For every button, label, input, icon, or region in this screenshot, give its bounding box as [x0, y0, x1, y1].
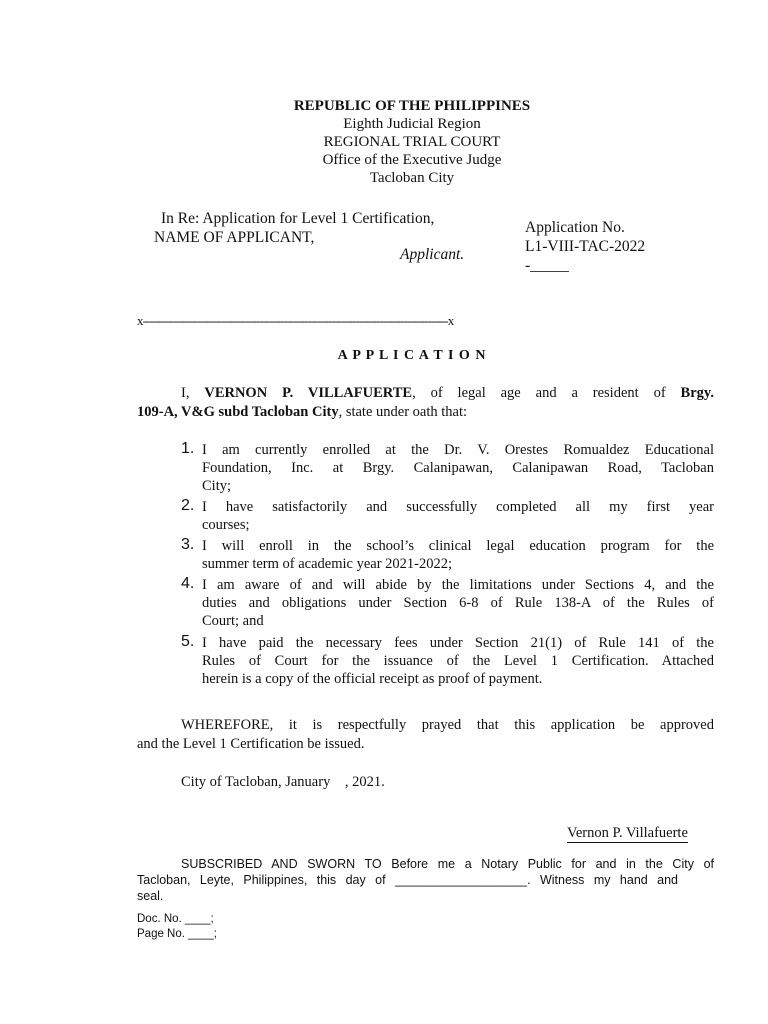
caption-separator: x-----------------------------------------------------------------------------------------x	[137, 313, 454, 328]
intro-text: , state under oath that:	[338, 404, 468, 420]
item-line: summer term of academic year 2021-2022;	[202, 556, 453, 572]
header-court: REGIONAL TRIAL COURT	[323, 134, 501, 150]
item-number: 1.	[181, 440, 195, 457]
header-city: Tacloban City	[369, 170, 455, 186]
item-line: I have paid the necessary fees under Section 21(1) of Rule 141 of the	[202, 635, 714, 651]
item-number: 4.	[181, 575, 195, 592]
header-office: Office of the Executive Judge	[322, 152, 502, 168]
item-line: I will enroll in the school’s clinical legal education program for the	[202, 538, 714, 554]
list-item	[202, 441, 714, 495]
item-line: I have satisfactorily and successfully completed all my first year	[202, 499, 714, 515]
application-no-value: L1-VIII-TAC-2022	[525, 238, 646, 255]
page-no: Page No. ____;	[137, 928, 217, 940]
item-line: duties and obligations under Section 6-8 of Rule 138-A of the Rules of	[202, 595, 714, 611]
intro-line-2	[137, 403, 467, 422]
intro-text: , of legal age and a resident of	[412, 385, 681, 401]
item-line: herein is a copy of the official receipt as proof of payment.	[202, 671, 543, 687]
doc-no: Doc. No. ____;	[137, 913, 214, 925]
item-line: courses;	[202, 517, 250, 533]
address-part: 109-A, V&G subd Tacloban City	[137, 404, 339, 420]
item-number: 2.	[181, 497, 195, 514]
list-item	[202, 576, 714, 630]
intro-line-1	[181, 384, 714, 403]
applicant-name: VERNON P. VILLAFUERTE	[204, 385, 413, 401]
document-title: A P P L I C A T I O N	[337, 348, 487, 363]
header-republic: REPUBLIC OF THE PHILIPPINES	[293, 98, 531, 114]
application-no-label: Application No.	[525, 219, 625, 236]
item-line: City;	[202, 478, 232, 494]
caption-in-re: In Re: Application for Level 1 Certification,	[161, 210, 435, 227]
list-item	[202, 634, 714, 688]
item-line: I am aware of and will abide by the limitations under Sections 4, and the	[202, 577, 714, 593]
list-item	[202, 498, 714, 534]
item-line: Court; and	[202, 613, 264, 629]
notary-line-1: SUBSCRIBED AND SWORN TO Before me a Notary Public for and in the City of	[181, 857, 714, 871]
item-line: Foundation, Inc. at Brgy. Calanipawan, Calanipawan Road, Tacloban	[202, 460, 714, 476]
item-line: Rules of Court for the issuance of the Level 1 Certification. Attached	[202, 653, 714, 669]
list-item	[202, 537, 714, 573]
signature-name	[567, 824, 688, 843]
item-number: 5.	[181, 633, 195, 650]
address-part: Brgy.	[680, 385, 714, 401]
date-line: City of Tacloban, January , 2021.	[181, 774, 385, 790]
intro-text: I,	[181, 385, 205, 401]
signature-text: Vernon P. Villafuerte	[567, 825, 688, 841]
item-number: 3.	[181, 536, 195, 553]
caption-applicant-name: NAME OF APPLICANT,	[154, 229, 315, 246]
item-line: I am currently enrolled at the Dr. V. Orestes Romualdez Educational	[202, 442, 714, 458]
notary-line-2: Tacloban, Leyte, Philippines, this day of ___________________. Witness my hand and	[137, 873, 678, 887]
caption-applicant-label: Applicant.	[400, 246, 465, 263]
wherefore-line-2: and the Level 1 Certification be issued.	[137, 736, 365, 752]
notary-line-3: seal.	[137, 889, 164, 903]
wherefore-line-1: WHEREFORE, it is respectfully prayed that this application be approved	[181, 717, 714, 733]
application-no-suffix: -_____	[525, 257, 569, 274]
header-region: Eighth Judicial Region	[343, 116, 481, 132]
